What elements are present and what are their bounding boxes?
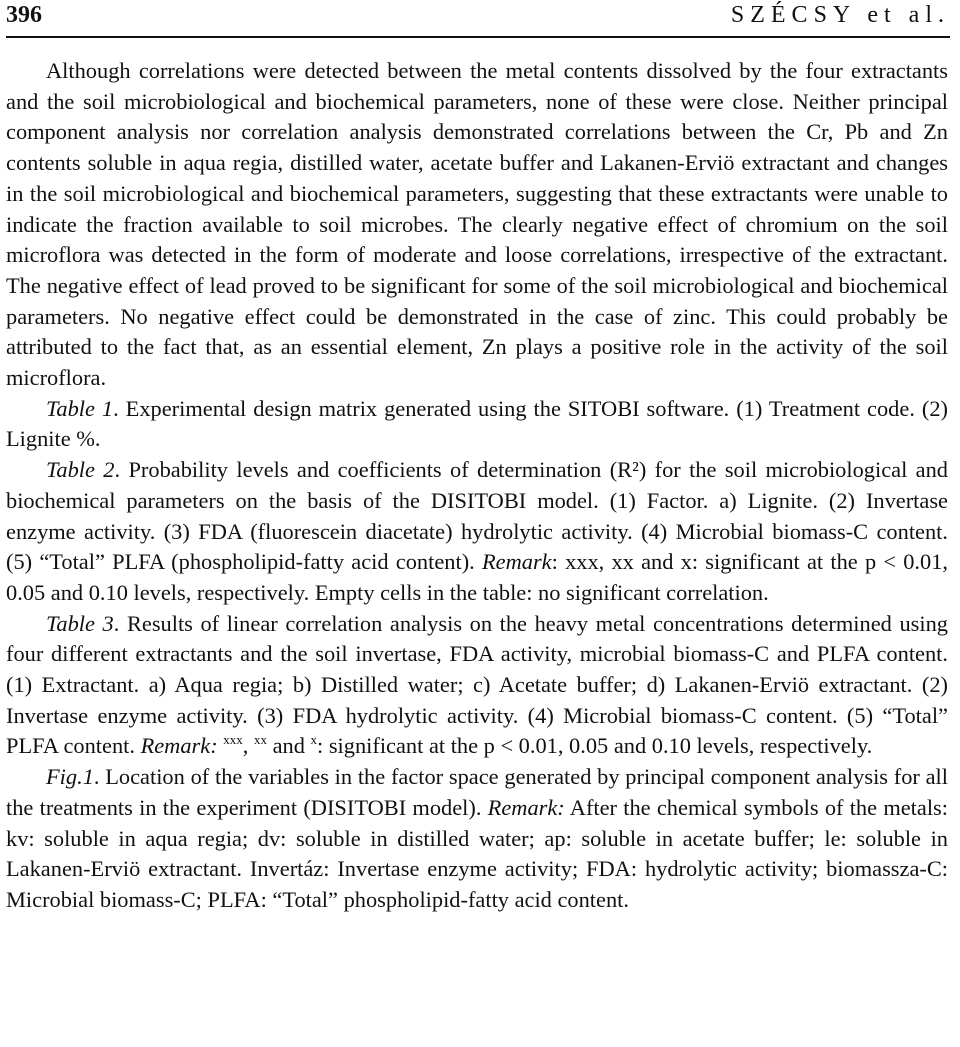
table2-caption-text: . Probability levels and coefficients of determination (R²) for the soil microbiological and biochemical parameters on the basis of the DISITOBI model. (1) Factor. a) Lignite. (2) Invertase enzyme activity. (3) FDA (fluorescein diacetate) hydrolytic activity. (4) Microbial biomass-C content. (5) “Total” PLFA (phospholipid-fatty acid content). bbox=[6, 457, 948, 575]
table2-remark-text: : xxx, xx and x: significant at the p < 0.01, 0.05 and 0.10 levels, respectively. Empty cells in the table: no significant correlation. bbox=[6, 549, 948, 605]
table2-label: Table 2 bbox=[46, 457, 115, 483]
discussion-paragraph: Although correlations were detected between the metal contents dissolved by the four extractants and the soil microbiological and biochemical parameters, none of these were close. Neither principal component analysis nor correlation analysis demonstrated correlations between the Cr, Pb and Zn contents soluble in aqua regia, distilled water, acetate buffer and Lakanen-Erviö extractant and changes in the soil microbiological and biochemical parameters, suggesting that these extractants were unable to indicate the fraction available to soil microbes. The clearly negative effect of chromium on the soil microflora was detected in the form of moderate and loose correlations, irrespective of the extractant. The negative effect of lead proved to be significant for some of the soil microbiological and biochemical parameters. No negative effect could be demonstrated in the case of zinc. This could probably be attributed to the fact that, as an essential element, Zn plays a positive role in the activity of the soil microflora. bbox=[6, 58, 948, 391]
table2-caption bbox=[6, 455, 948, 609]
significance-x: x bbox=[310, 732, 318, 748]
table3-label: Table 3 bbox=[46, 610, 114, 636]
body-text bbox=[6, 56, 948, 916]
fig1-remark-label: Remark: bbox=[487, 794, 565, 820]
table1-caption bbox=[6, 394, 948, 455]
fig1-caption bbox=[6, 762, 948, 916]
fig1-label: Fig.1 bbox=[46, 764, 94, 790]
fig1-remark-text: After the chemical symbols of the metals: kv: soluble in aqua regia; dv: soluble in distilled water; ap: soluble in acetate buffer; le: soluble in Lakanen-Erviö extractant. Invertáz: Invertase enzyme activity; FDA: hydrolytic activity; biomassza-C: Microbial biomass-C; PLFA: “Total” phospholipid-fatty acid content. bbox=[6, 794, 948, 912]
running-head: SZÉCSY et al. bbox=[730, 2, 950, 28]
table3-comma: , bbox=[242, 733, 249, 759]
table1-label: Table 1 bbox=[46, 395, 114, 421]
table3-remark-label: Remark: bbox=[140, 733, 218, 759]
fig1-caption-text: . Location of the variables in the factor space generated by principal component analysis for all the treatments in the experiment (DISITOBI model). bbox=[6, 764, 948, 820]
table2-remark-label: Remark bbox=[481, 549, 552, 575]
page-number: 396 bbox=[6, 2, 42, 28]
table1-caption-text: . Experimental design matrix generated using the SITOBI software. (1) Treatment code. (2) Lignite %. bbox=[6, 395, 948, 452]
table3-remark-tail: : significant at the p < 0.01, 0.05 and 0.10 levels, respectively. bbox=[317, 733, 873, 759]
page-header bbox=[6, 0, 950, 38]
significance-xx: xx bbox=[253, 732, 267, 748]
table3-and: and bbox=[266, 733, 311, 759]
table3-caption bbox=[6, 609, 948, 763]
significance-xxx: xxx bbox=[223, 732, 243, 748]
table3-caption-text: . Results of linear correlation analysis on the heavy metal concentrations determined using four different extractants and the soil invertase, FDA activity, microbial biomass-C and PLFA content. (1) Extractant. a) Aqua regia; b) Distilled water; c) Acetate buffer; d) Lakanen-Erviö extractant. (2) Invertase enzyme activity. (3) FDA hydrolytic activity. (4) Microbial biomass-C content. (5) “Total” PLFA content. bbox=[6, 610, 948, 759]
